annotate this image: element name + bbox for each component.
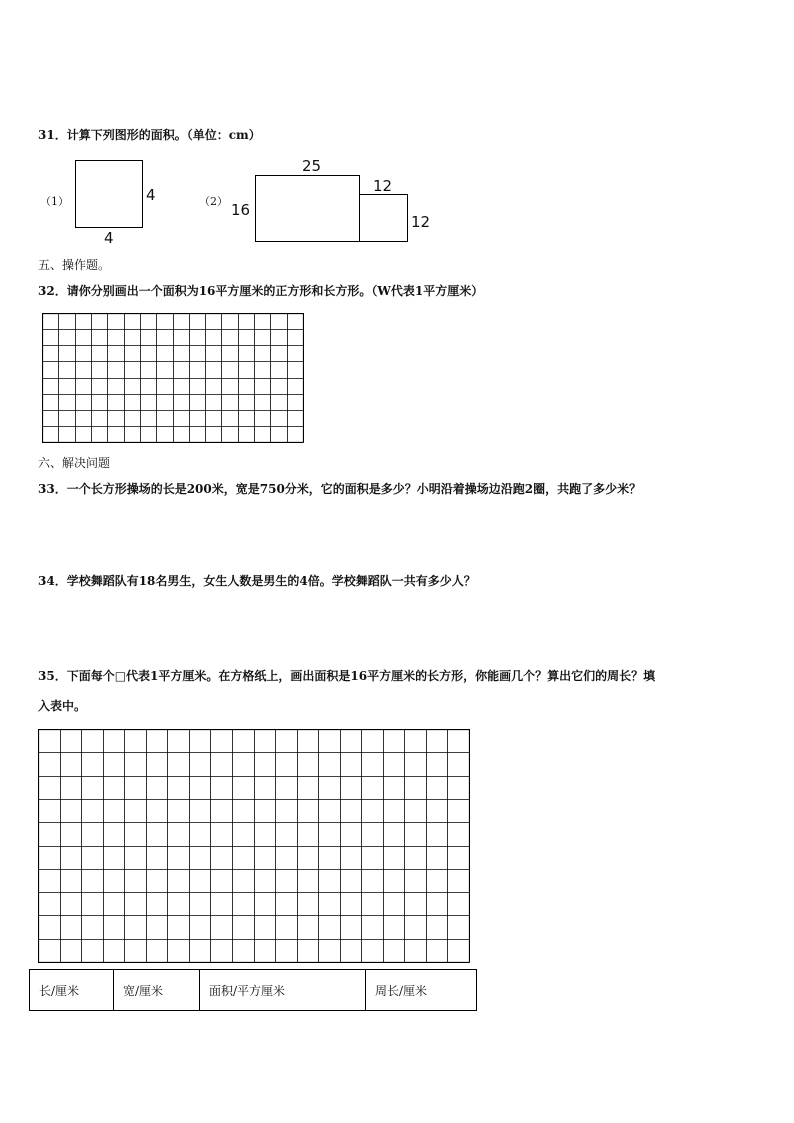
table-header-length: 长/厘米 (30, 970, 114, 1011)
q31-fig2-small-top: 12 (373, 177, 393, 195)
q34-title: 34．学校舞蹈队有18名男生，女生人数是男生的4倍。学校舞蹈队一共有多少人？ (38, 574, 476, 588)
q35-title-line1: 35．下面每个□代表1平方厘米。在方格纸上，画出面积是16平方厘米的长方形，你能画几个？算出它们的周长？填 (38, 669, 656, 683)
table-header-perimeter: 周长/厘米 (366, 970, 477, 1011)
q35-answer-table (29, 969, 477, 1011)
q31-fig2-top: 25 (302, 157, 322, 175)
q35-grid-paper[interactable] (38, 729, 470, 963)
q32-grid-paper[interactable] (42, 313, 304, 443)
q31-small-square-figure (359, 194, 408, 242)
q31-fig1-side-bottom: 4 (104, 229, 114, 247)
q32-title: 32．请你分别画出一个面积为16平方厘米的正方形和长方形。（W代表1平方厘米） (38, 284, 484, 298)
q33-title: 33．一个长方形操场的长是200米，宽是750分米，它的面积是多少？小明沿着操场边沿跑2圈，共跑了多少米？ (38, 482, 642, 496)
q31-rectangle-figure (255, 175, 360, 242)
table-header-width: 宽/厘米 (114, 970, 200, 1011)
q31-fig2-small-right: 12 (411, 213, 431, 231)
q31-fig2-label: （2） (199, 195, 228, 208)
q31-fig2-left: 16 (231, 201, 251, 219)
table-header-row (30, 970, 477, 1011)
section5-heading: 五、操作题。 (38, 258, 111, 272)
q31-fig1-side-right: 4 (146, 186, 156, 204)
q35-title-line2: 入表中。 (38, 699, 87, 713)
q31-square-figure (75, 160, 143, 228)
q31-title: 31．计算下列图形的面积。（单位：cm） (38, 128, 261, 142)
section6-heading: 六、解决问题 (38, 456, 111, 470)
q31-fig1-label: （1） (40, 195, 69, 208)
table-header-area: 面积/平方厘米 (200, 970, 366, 1011)
